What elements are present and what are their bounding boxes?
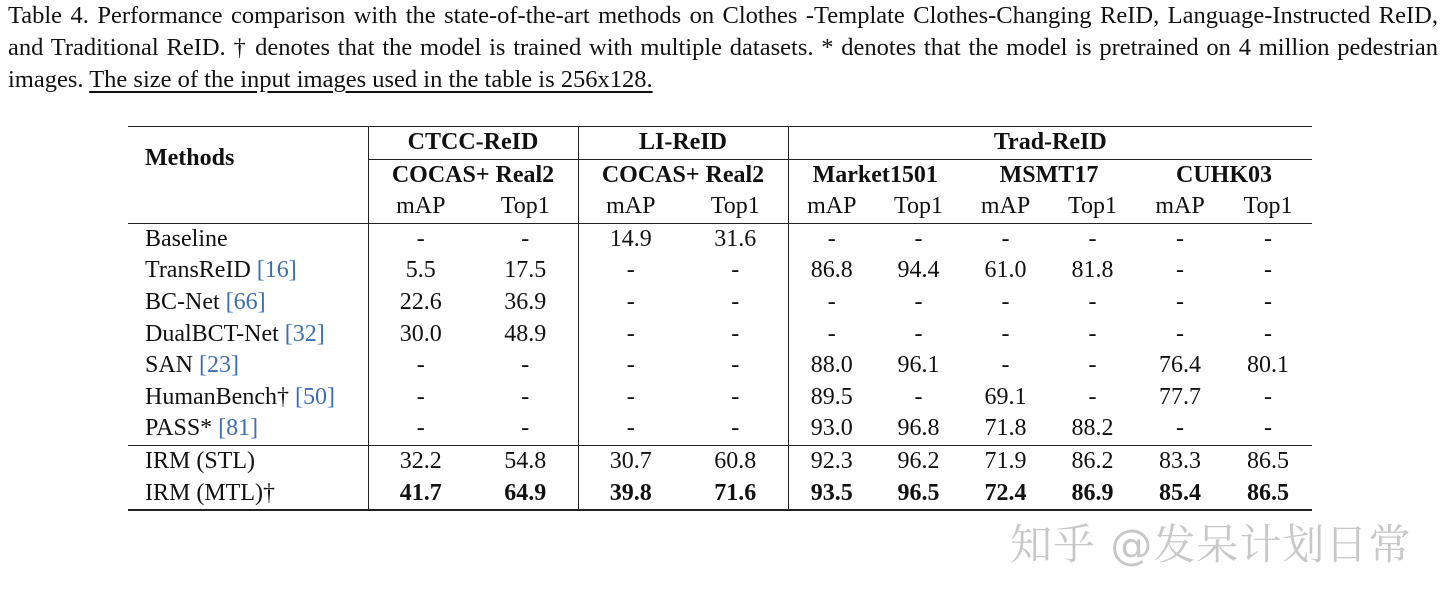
table-row: [128, 382, 1312, 414]
value-cell: 14.9: [578, 223, 683, 255]
table-body: [128, 223, 1312, 510]
metric-header: Top1: [1049, 191, 1136, 223]
value-cell: 93.5: [788, 478, 875, 511]
metric-header: mAP: [788, 191, 875, 223]
performance-table: [128, 126, 1312, 511]
value-cell: -: [1264, 225, 1272, 252]
value-cell: 89.5: [788, 382, 875, 414]
value-cell: 17.5: [504, 257, 547, 284]
value-cell: -: [578, 255, 683, 287]
value-cell: 36.9: [504, 288, 547, 315]
table-row: [128, 319, 1312, 351]
method-label: PASS*: [145, 415, 219, 442]
table-row: [128, 478, 1312, 511]
method-name: [128, 445, 368, 477]
value-cell: 5.5: [368, 255, 473, 287]
caption-text: Table 4. Performance comparison with the state-of-the-art methods on Clothes -Template Clothes-Changing ReID, Language-Instructed ReID, and Traditional ReID. † denotes that the model is trained with multiple datasets. * denotes that the model is pretrained on 4 million pedestrian images.: [8, 2, 1438, 93]
method-name: [128, 382, 368, 414]
method-label: BC-Net: [145, 288, 226, 315]
value-cell: -: [914, 320, 923, 347]
value-cell: -: [683, 413, 788, 445]
citation-link[interactable]: [16]: [256, 257, 297, 284]
dataset-header: COCAS+ Real2: [368, 159, 578, 191]
method-label: IRM (MTL)†: [145, 479, 275, 506]
method-label: SAN: [145, 352, 200, 379]
value-cell: 96.5: [875, 478, 962, 511]
value-cell: 31.6: [714, 225, 757, 252]
metric-header: mAP: [578, 191, 683, 223]
metric-header: mAP: [962, 191, 1049, 223]
group-header-ctcc: CTCC-ReID: [368, 127, 578, 160]
value-cell: -: [914, 225, 923, 252]
value-cell: -: [1001, 288, 1010, 315]
value-cell: 96.2: [897, 447, 940, 474]
method-name: [128, 350, 368, 382]
caption-underlined-note: The size of the input images used in the table is 256x128.: [89, 66, 653, 93]
table-row: [128, 255, 1312, 287]
value-cell: -: [1088, 320, 1097, 347]
value-cell: -: [578, 413, 683, 445]
value-cell: 93.0: [788, 413, 875, 445]
value-cell: 96.8: [875, 413, 962, 445]
value-cell: 83.3: [1159, 447, 1201, 474]
value-cell: 60.8: [714, 447, 757, 474]
citation-link[interactable]: [81]: [218, 415, 259, 442]
value-cell: 96.1: [897, 352, 940, 379]
value-cell: 41.7: [368, 478, 473, 511]
citation-link[interactable]: [66]: [225, 288, 266, 315]
value-cell: 72.4: [962, 478, 1049, 511]
value-cell: -: [368, 223, 473, 255]
value-cell: 48.9: [504, 320, 547, 347]
value-cell: 81.8: [1071, 257, 1114, 284]
value-cell: -: [368, 350, 473, 382]
value-cell: -: [914, 383, 923, 410]
value-cell: -: [368, 382, 473, 414]
value-cell: -: [521, 225, 530, 252]
value-cell: 22.6: [368, 287, 473, 319]
value-cell: -: [521, 352, 530, 379]
value-cell: 80.1: [1247, 352, 1289, 379]
value-cell: -: [731, 320, 740, 347]
value-cell: -: [788, 319, 875, 351]
table-caption: [8, 0, 1438, 96]
dataset-header: CUHK03: [1176, 161, 1272, 188]
method-name: [128, 287, 368, 319]
citation-link[interactable]: [50]: [294, 383, 335, 410]
value-cell: -: [1176, 320, 1184, 347]
value-cell: -: [1001, 352, 1010, 379]
value-cell: -: [731, 383, 740, 410]
table-row: [128, 287, 1312, 319]
dataset-header: COCAS+ Real2: [578, 159, 788, 191]
value-cell: -: [578, 382, 683, 414]
value-cell: 86.8: [788, 255, 875, 287]
value-cell: -: [731, 257, 740, 284]
value-cell: 86.2: [1071, 447, 1114, 474]
value-cell: 88.2: [1049, 413, 1136, 445]
citation-link[interactable]: [23]: [199, 352, 239, 379]
value-cell: -: [731, 288, 740, 315]
value-cell: -: [788, 287, 875, 319]
value-cell: 86.9: [1049, 478, 1136, 511]
value-cell: -: [1264, 383, 1272, 410]
value-cell: 30.7: [578, 445, 683, 477]
value-cell: -: [368, 413, 473, 445]
table-row: [128, 445, 1312, 477]
value-cell: -: [731, 352, 740, 379]
value-cell: -: [1176, 288, 1184, 315]
value-cell: -: [1264, 257, 1272, 284]
value-cell: 69.1: [984, 383, 1027, 410]
value-cell: 77.7: [1159, 383, 1201, 410]
value-cell: 76.4: [1159, 352, 1201, 379]
value-cell: -: [914, 288, 923, 315]
metric-header: Top1: [1224, 191, 1312, 223]
methods-header: Methods: [128, 127, 368, 192]
group-header-li: LI-ReID: [578, 127, 788, 160]
value-cell: 64.9: [473, 478, 578, 511]
value-cell: 61.0: [984, 257, 1027, 284]
value-cell: -: [578, 319, 683, 351]
value-cell: -: [1176, 257, 1184, 284]
table-row: [128, 223, 1312, 255]
value-cell: -: [1224, 413, 1312, 445]
value-cell: -: [1136, 413, 1224, 445]
value-cell: 88.0: [788, 350, 875, 382]
value-cell: 30.0: [368, 319, 473, 351]
method-name: [128, 319, 368, 351]
value-cell: 39.8: [578, 478, 683, 511]
value-cell: -: [521, 383, 530, 410]
method-label: HumanBench†: [145, 383, 295, 410]
watermark: 知乎 @发呆计划日常: [1010, 520, 1412, 569]
group-header-trad: Trad-ReID: [788, 127, 1312, 160]
metric-header: Top1: [875, 191, 962, 223]
value-cell: -: [1264, 320, 1272, 347]
value-cell: 94.4: [897, 257, 940, 284]
value-cell: -: [578, 287, 683, 319]
value-cell: 86.5: [1224, 478, 1312, 511]
value-cell: -: [1001, 320, 1010, 347]
value-cell: 71.8: [962, 413, 1049, 445]
method-label: Baseline: [145, 225, 228, 252]
value-cell: 32.2: [368, 445, 473, 477]
value-cell: -: [1001, 225, 1010, 252]
value-cell: -: [578, 350, 683, 382]
method-name: [128, 478, 368, 511]
method-name: [128, 413, 368, 445]
value-cell: 71.6: [683, 478, 788, 511]
method-label: TransReID: [145, 257, 257, 284]
value-cell: -: [1088, 352, 1097, 379]
method-label: DualBCT-Net: [145, 320, 285, 347]
metric-header: Top1: [473, 191, 578, 223]
table-row: [128, 350, 1312, 382]
metric-header: mAP: [368, 191, 473, 223]
metric-header-row: [128, 191, 1312, 223]
method-name: [128, 255, 368, 287]
method-label: IRM (STL): [145, 447, 255, 474]
dataset-header: Market1501: [788, 159, 962, 191]
value-cell: -: [1088, 225, 1097, 252]
metric-header: mAP: [1136, 191, 1224, 223]
value-cell: -: [788, 223, 875, 255]
metric-header: Top1: [683, 191, 788, 223]
value-cell: 85.4: [1136, 478, 1224, 511]
value-cell: -: [1088, 288, 1097, 315]
value-cell: 71.9: [984, 447, 1027, 474]
value-cell: -: [473, 413, 578, 445]
value-cell: -: [1088, 383, 1097, 410]
value-cell: 86.5: [1247, 447, 1289, 474]
table-row: [128, 413, 1312, 445]
value-cell: -: [1264, 288, 1272, 315]
value-cell: -: [1176, 225, 1184, 252]
method-name: [128, 223, 368, 255]
citation-link[interactable]: [32]: [284, 320, 325, 347]
value-cell: 54.8: [504, 447, 547, 474]
dataset-header: MSMT17: [999, 161, 1099, 188]
value-cell: 92.3: [788, 445, 875, 477]
